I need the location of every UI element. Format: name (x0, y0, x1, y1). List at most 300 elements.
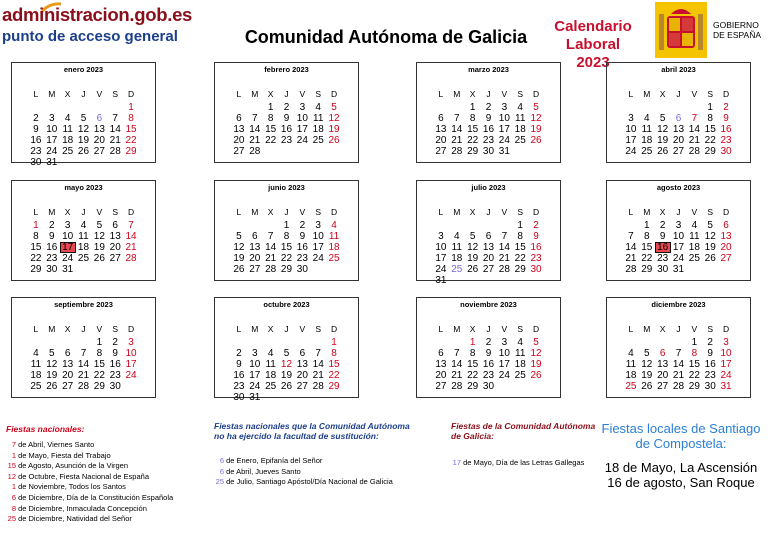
day-cell[interactable]: 12 (46, 359, 58, 370)
day-cell[interactable]: 17 (498, 359, 510, 370)
day-cell[interactable]: 29 (280, 264, 293, 275)
day-cell[interactable]: 6 (723, 220, 729, 231)
day-cell[interactable]: 30 (657, 264, 669, 275)
day-cell[interactable]: 7 (267, 231, 274, 242)
day-cell[interactable]: 22 (467, 370, 479, 381)
day-cell[interactable]: 4 (517, 102, 523, 113)
day-cell[interactable]: 10 (249, 359, 261, 370)
day-cell[interactable]: 10 (312, 231, 324, 242)
day-cell[interactable]: 29 (704, 146, 716, 157)
day-cell[interactable]: 26 (704, 253, 716, 264)
day-cell[interactable]: 12 (657, 124, 669, 135)
day-cell[interactable]: 6 (675, 113, 682, 124)
day-cell[interactable]: 3 (315, 220, 321, 231)
day-cell[interactable]: 12 (704, 231, 716, 242)
day-cell[interactable]: 14 (265, 242, 277, 253)
day-cell[interactable]: 13 (93, 124, 105, 135)
day-cell[interactable]: 14 (625, 242, 637, 253)
day-cell[interactable]: 31 (672, 264, 685, 275)
day-cell[interactable]: 21 (451, 135, 463, 146)
day-cell[interactable]: 5 (707, 220, 713, 231)
day-cell[interactable]: 15 (280, 242, 293, 253)
day-cell[interactable]: 9 (723, 113, 729, 124)
day-cell[interactable]: 10 (625, 124, 637, 135)
day-cell[interactable]: 2 (723, 102, 729, 113)
day-cell[interactable]: 11 (515, 113, 526, 124)
day-cell[interactable]: 16 (655, 242, 671, 253)
day-cell[interactable]: 18 (514, 359, 526, 370)
day-cell[interactable]: 7 (691, 113, 698, 124)
day-cell[interactable]: 22 (514, 253, 526, 264)
day-cell[interactable]: 16 (280, 124, 293, 135)
day-cell[interactable]: 21 (688, 135, 700, 146)
day-cell[interactable]: 6 (96, 113, 103, 124)
day-cell[interactable]: 10 (296, 113, 308, 124)
day-cell[interactable]: 27 (657, 381, 669, 392)
day-cell[interactable]: 20 (296, 370, 308, 381)
day-cell[interactable]: 27 (482, 264, 495, 275)
day-cell[interactable]: 10 (720, 348, 732, 359)
day-cell[interactable]: 30 (482, 381, 495, 392)
day-cell[interactable]: 16 (482, 359, 495, 370)
day-cell[interactable]: 27 (249, 264, 261, 275)
day-cell[interactable]: 15 (688, 359, 700, 370)
day-cell[interactable]: 3 (438, 231, 444, 242)
day-cell[interactable]: 25 (328, 253, 340, 264)
day-cell[interactable]: 11 (641, 124, 652, 135)
day-cell[interactable]: 1 (267, 102, 274, 113)
day-cell[interactable]: 23 (30, 146, 42, 157)
day-cell[interactable]: 20 (249, 253, 261, 264)
day-cell[interactable]: 5 (236, 231, 242, 242)
day-cell[interactable]: 21 (265, 253, 277, 264)
day-cell[interactable]: 23 (530, 253, 542, 264)
day-cell[interactable]: 17 (125, 359, 137, 370)
day-cell[interactable]: 8 (517, 231, 523, 242)
day-cell[interactable]: 3 (675, 220, 682, 231)
day-cell[interactable]: 28 (688, 146, 700, 157)
day-cell[interactable]: 19 (233, 253, 245, 264)
day-cell[interactable]: 12 (530, 113, 542, 124)
day-cell[interactable]: 1 (283, 220, 290, 231)
day-cell[interactable]: 12 (93, 231, 105, 242)
day-cell[interactable]: 5 (659, 113, 666, 124)
day-cell[interactable]: 2 (112, 337, 118, 348)
day-cell[interactable]: 24 (672, 253, 685, 264)
day-cell[interactable]: 13 (62, 359, 74, 370)
day-cell[interactable]: 9 (533, 231, 539, 242)
day-cell[interactable]: 7 (128, 220, 134, 231)
day-cell[interactable]: 20 (657, 370, 669, 381)
day-cell[interactable]: 27 (109, 253, 121, 264)
day-cell[interactable]: 1 (707, 102, 713, 113)
day-cell[interactable]: 16 (296, 242, 308, 253)
day-cell[interactable]: 14 (77, 359, 90, 370)
day-cell[interactable]: 15 (125, 124, 137, 135)
day-cell[interactable]: 17 (46, 135, 58, 146)
day-cell[interactable]: 2 (659, 220, 666, 231)
day-cell[interactable]: 18 (451, 253, 463, 264)
day-cell[interactable]: 24 (62, 253, 74, 264)
day-cell[interactable]: 14 (451, 124, 463, 135)
day-cell[interactable]: 28 (249, 146, 261, 157)
day-cell[interactable]: 30 (704, 381, 716, 392)
day-cell[interactable]: 26 (46, 381, 58, 392)
day-cell[interactable]: 8 (469, 113, 476, 124)
day-cell[interactable]: 3 (48, 113, 55, 124)
day-cell[interactable]: 30 (530, 264, 542, 275)
day-cell[interactable]: 16 (482, 124, 495, 135)
day-cell[interactable]: 11 (515, 348, 526, 359)
day-cell[interactable]: 13 (435, 359, 447, 370)
day-cell[interactable]: 14 (451, 359, 463, 370)
day-cell[interactable]: 24 (125, 370, 137, 381)
day-cell[interactable]: 9 (485, 113, 492, 124)
day-cell[interactable]: 4 (64, 113, 71, 124)
day-cell[interactable]: 19 (280, 370, 293, 381)
day-cell[interactable]: 26 (530, 135, 542, 146)
day-cell[interactable]: 15 (514, 242, 526, 253)
day-cell[interactable]: 10 (62, 231, 74, 242)
day-cell[interactable]: 25 (625, 381, 637, 392)
day-cell[interactable]: 5 (469, 231, 476, 242)
day-cell[interactable]: 2 (707, 337, 713, 348)
day-cell[interactable]: 3 (299, 102, 306, 113)
day-cell[interactable]: 16 (30, 135, 42, 146)
day-cell[interactable]: 28 (672, 381, 685, 392)
day-cell[interactable]: 17 (249, 370, 261, 381)
day-cell[interactable]: 31 (46, 157, 58, 168)
day-cell[interactable]: 9 (112, 348, 118, 359)
day-cell[interactable]: 2 (33, 113, 39, 124)
day-cell[interactable]: 26 (233, 264, 245, 275)
day-cell[interactable]: 31 (435, 275, 447, 286)
day-cell[interactable]: 22 (93, 370, 105, 381)
day-cell[interactable]: 19 (467, 253, 479, 264)
day-cell[interactable]: 24 (720, 370, 732, 381)
day-cell[interactable]: 10 (125, 348, 137, 359)
day-cell[interactable]: 25 (514, 135, 526, 146)
day-cell[interactable]: 17 (672, 242, 685, 253)
day-cell[interactable]: 25 (30, 381, 42, 392)
day-cell[interactable]: 24 (46, 146, 58, 157)
day-cell[interactable]: 5 (283, 348, 290, 359)
day-cell[interactable]: 26 (77, 146, 90, 157)
day-cell[interactable]: 14 (125, 231, 137, 242)
day-cell[interactable]: 21 (498, 253, 510, 264)
day-cell[interactable]: 4 (691, 220, 698, 231)
day-cell[interactable]: 26 (467, 264, 479, 275)
day-cell[interactable]: 2 (485, 102, 492, 113)
day-cell[interactable]: 4 (517, 337, 523, 348)
day-cell[interactable]: 22 (30, 253, 42, 264)
day-cell[interactable]: 17 (312, 242, 324, 253)
day-cell[interactable]: 15 (30, 242, 42, 253)
day-cell[interactable]: 5 (643, 348, 650, 359)
day-cell[interactable]: 20 (672, 135, 685, 146)
day-cell[interactable]: 9 (485, 348, 492, 359)
day-cell[interactable]: 28 (109, 146, 121, 157)
day-cell[interactable]: 22 (328, 370, 340, 381)
day-cell[interactable]: 7 (453, 113, 460, 124)
day-cell[interactable]: 31 (62, 264, 74, 275)
day-cell[interactable]: 8 (707, 113, 713, 124)
day-cell[interactable]: 26 (328, 135, 340, 146)
day-cell[interactable]: 16 (530, 242, 542, 253)
day-cell[interactable]: 11 (313, 113, 324, 124)
day-cell[interactable]: 13 (482, 242, 495, 253)
day-cell[interactable]: 3 (501, 102, 508, 113)
day-cell[interactable]: 12 (233, 242, 245, 253)
day-cell[interactable]: 4 (315, 102, 321, 113)
day-cell[interactable]: 22 (265, 135, 277, 146)
day-cell[interactable]: 21 (312, 370, 324, 381)
day-cell[interactable]: 23 (280, 135, 293, 146)
day-cell[interactable]: 21 (77, 370, 90, 381)
day-cell[interactable]: 6 (438, 113, 444, 124)
day-cell[interactable]: 4 (643, 113, 650, 124)
day-cell[interactable]: 9 (48, 231, 55, 242)
day-cell[interactable]: 17 (498, 124, 510, 135)
day-cell[interactable]: 8 (267, 113, 274, 124)
day-cell[interactable]: 23 (720, 135, 732, 146)
day-cell[interactable]: 13 (296, 359, 308, 370)
day-cell[interactable]: 5 (533, 102, 539, 113)
day-cell[interactable]: 29 (467, 381, 479, 392)
day-cell[interactable]: 13 (435, 124, 447, 135)
day-cell[interactable]: 28 (451, 146, 463, 157)
day-cell[interactable]: 12 (328, 113, 340, 124)
day-cell[interactable]: 9 (659, 231, 666, 242)
day-cell[interactable]: 6 (659, 348, 666, 359)
day-cell[interactable]: 9 (283, 113, 290, 124)
day-cell[interactable]: 17 (720, 359, 732, 370)
day-cell[interactable]: 26 (530, 370, 542, 381)
day-cell[interactable]: 25 (451, 264, 463, 275)
day-cell[interactable]: 20 (62, 370, 74, 381)
day-cell[interactable]: 10 (498, 348, 510, 359)
day-cell[interactable]: 27 (720, 253, 732, 264)
day-cell[interactable]: 11 (30, 359, 42, 370)
day-cell[interactable]: 15 (328, 359, 340, 370)
day-cell[interactable]: 18 (312, 124, 324, 135)
day-cell[interactable]: 18 (625, 370, 637, 381)
day-cell[interactable]: 16 (46, 242, 58, 253)
day-cell[interactable]: 30 (46, 264, 58, 275)
day-cell[interactable]: 8 (96, 348, 103, 359)
day-cell[interactable]: 16 (704, 359, 716, 370)
day-cell[interactable]: 30 (109, 381, 121, 392)
day-cell[interactable]: 18 (77, 242, 90, 253)
day-cell[interactable]: 3 (628, 113, 634, 124)
day-cell[interactable]: 28 (625, 264, 637, 275)
day-cell[interactable]: 24 (296, 135, 308, 146)
day-cell[interactable]: 30 (720, 146, 732, 157)
day-cell[interactable]: 12 (530, 348, 542, 359)
day-cell[interactable]: 3 (723, 337, 729, 348)
day-cell[interactable]: 20 (109, 242, 121, 253)
day-cell[interactable]: 19 (46, 370, 58, 381)
day-cell[interactable]: 1 (517, 220, 523, 231)
day-cell[interactable]: 3 (501, 337, 508, 348)
day-cell[interactable]: 17 (60, 242, 76, 253)
day-cell[interactable]: 7 (675, 348, 682, 359)
day-cell[interactable]: 1 (643, 220, 650, 231)
day-cell[interactable]: 13 (233, 124, 245, 135)
day-cell[interactable]: 11 (328, 231, 340, 242)
day-cell[interactable]: 31 (249, 392, 261, 403)
day-cell[interactable]: 7 (628, 231, 634, 242)
day-cell[interactable]: 4 (267, 348, 274, 359)
day-cell[interactable]: 27 (435, 146, 447, 157)
day-cell[interactable]: 1 (469, 337, 476, 348)
day-cell[interactable]: 21 (125, 242, 137, 253)
day-cell[interactable]: 28 (77, 381, 90, 392)
day-cell[interactable]: 2 (283, 102, 290, 113)
day-cell[interactable]: 4 (33, 348, 39, 359)
day-cell[interactable]: 6 (112, 220, 118, 231)
day-cell[interactable]: 25 (688, 253, 700, 264)
day-cell[interactable]: 1 (469, 102, 476, 113)
day-cell[interactable]: 2 (533, 220, 539, 231)
day-cell[interactable]: 30 (296, 264, 308, 275)
day-cell[interactable]: 4 (80, 220, 87, 231)
day-cell[interactable]: 12 (641, 359, 653, 370)
day-cell[interactable]: 11 (451, 242, 462, 253)
day-cell[interactable]: 16 (233, 370, 245, 381)
day-cell[interactable]: 9 (236, 359, 242, 370)
day-cell[interactable]: 14 (249, 124, 261, 135)
day-cell[interactable]: 12 (77, 124, 90, 135)
day-cell[interactable]: 19 (530, 124, 542, 135)
day-cell[interactable]: 6 (299, 348, 306, 359)
day-cell[interactable]: 16 (720, 124, 732, 135)
day-cell[interactable]: 7 (251, 113, 258, 124)
day-cell[interactable]: 7 (112, 113, 118, 124)
day-cell[interactable]: 8 (283, 231, 290, 242)
day-cell[interactable]: 26 (641, 381, 653, 392)
day-cell[interactable]: 15 (641, 242, 653, 253)
day-cell[interactable]: 13 (672, 124, 685, 135)
day-cell[interactable]: 11 (62, 124, 73, 135)
day-cell[interactable]: 8 (643, 231, 650, 242)
day-cell[interactable]: 17 (625, 135, 637, 146)
day-cell[interactable]: 27 (296, 381, 308, 392)
day-cell[interactable]: 19 (657, 135, 669, 146)
day-cell[interactable]: 12 (280, 359, 293, 370)
day-cell[interactable]: 21 (672, 370, 685, 381)
day-cell[interactable]: 9 (707, 348, 713, 359)
day-cell[interactable]: 29 (467, 146, 479, 157)
day-cell[interactable]: 10 (46, 124, 58, 135)
day-cell[interactable]: 7 (80, 348, 87, 359)
day-cell[interactable]: 25 (77, 253, 90, 264)
day-cell[interactable]: 6 (485, 231, 492, 242)
day-cell[interactable]: 28 (498, 264, 510, 275)
day-cell[interactable]: 10 (498, 113, 510, 124)
day-cell[interactable]: 20 (435, 370, 447, 381)
day-cell[interactable]: 10 (672, 231, 685, 242)
day-cell[interactable]: 5 (80, 113, 87, 124)
day-cell[interactable]: 13 (720, 231, 732, 242)
day-cell[interactable]: 8 (331, 348, 337, 359)
day-cell[interactable]: 18 (265, 370, 277, 381)
day-cell[interactable]: 20 (435, 135, 447, 146)
administracion-gob-logo[interactable] (2, 2, 202, 54)
day-cell[interactable]: 9 (33, 124, 39, 135)
day-cell[interactable]: 4 (628, 348, 634, 359)
day-cell[interactable]: 18 (688, 242, 700, 253)
day-cell[interactable]: 30 (233, 392, 245, 403)
day-cell[interactable]: 29 (641, 264, 653, 275)
day-cell[interactable]: 20 (233, 135, 245, 146)
day-cell[interactable]: 5 (331, 102, 337, 113)
day-cell[interactable]: 7 (501, 231, 508, 242)
day-cell[interactable]: 19 (93, 242, 105, 253)
day-cell[interactable]: 29 (688, 381, 700, 392)
day-cell[interactable]: 20 (93, 135, 105, 146)
day-cell[interactable]: 8 (691, 348, 698, 359)
day-cell[interactable]: 14 (672, 359, 685, 370)
day-cell[interactable]: 6 (64, 348, 71, 359)
day-cell[interactable]: 15 (265, 124, 277, 135)
day-cell[interactable]: 27 (672, 146, 685, 157)
day-cell[interactable]: 29 (328, 381, 340, 392)
day-cell[interactable]: 26 (280, 381, 293, 392)
day-cell[interactable]: 6 (251, 231, 258, 242)
day-cell[interactable]: 5 (533, 337, 539, 348)
day-cell[interactable]: 21 (249, 135, 261, 146)
day-cell[interactable]: 25 (62, 146, 74, 157)
day-cell[interactable]: 22 (125, 135, 137, 146)
day-cell[interactable]: 17 (296, 124, 308, 135)
day-cell[interactable]: 25 (514, 370, 526, 381)
day-cell[interactable]: 5 (48, 348, 55, 359)
day-cell[interactable]: 9 (299, 231, 306, 242)
day-cell[interactable]: 8 (33, 231, 39, 242)
day-cell[interactable]: 1 (331, 337, 337, 348)
day-cell[interactable]: 24 (498, 370, 510, 381)
day-cell[interactable]: 23 (482, 135, 495, 146)
day-cell[interactable]: 2 (485, 337, 492, 348)
day-cell[interactable]: 29 (93, 381, 105, 392)
day-cell[interactable]: 22 (467, 135, 479, 146)
day-cell[interactable]: 28 (265, 264, 277, 275)
day-cell[interactable]: 27 (62, 381, 74, 392)
day-cell[interactable]: 4 (331, 220, 337, 231)
day-cell[interactable]: 31 (720, 381, 732, 392)
day-cell[interactable]: 19 (641, 370, 653, 381)
day-cell[interactable]: 23 (657, 253, 669, 264)
day-cell[interactable]: 17 (435, 253, 447, 264)
day-cell[interactable]: 24 (249, 381, 261, 392)
day-cell[interactable]: 29 (30, 264, 42, 275)
day-cell[interactable]: 20 (482, 253, 495, 264)
day-cell[interactable]: 29 (514, 264, 526, 275)
day-cell[interactable]: 11 (689, 231, 700, 242)
day-cell[interactable]: 15 (467, 359, 479, 370)
day-cell[interactable]: 14 (688, 124, 700, 135)
day-cell[interactable]: 11 (625, 359, 637, 370)
day-cell[interactable]: 18 (514, 124, 526, 135)
day-cell[interactable]: 15 (93, 359, 105, 370)
day-cell[interactable]: 25 (265, 381, 277, 392)
day-cell[interactable]: 13 (109, 231, 121, 242)
day-cell[interactable]: 14 (312, 359, 324, 370)
day-cell[interactable]: 23 (46, 253, 58, 264)
day-cell[interactable]: 28 (451, 381, 463, 392)
day-cell[interactable]: 7 (453, 348, 460, 359)
